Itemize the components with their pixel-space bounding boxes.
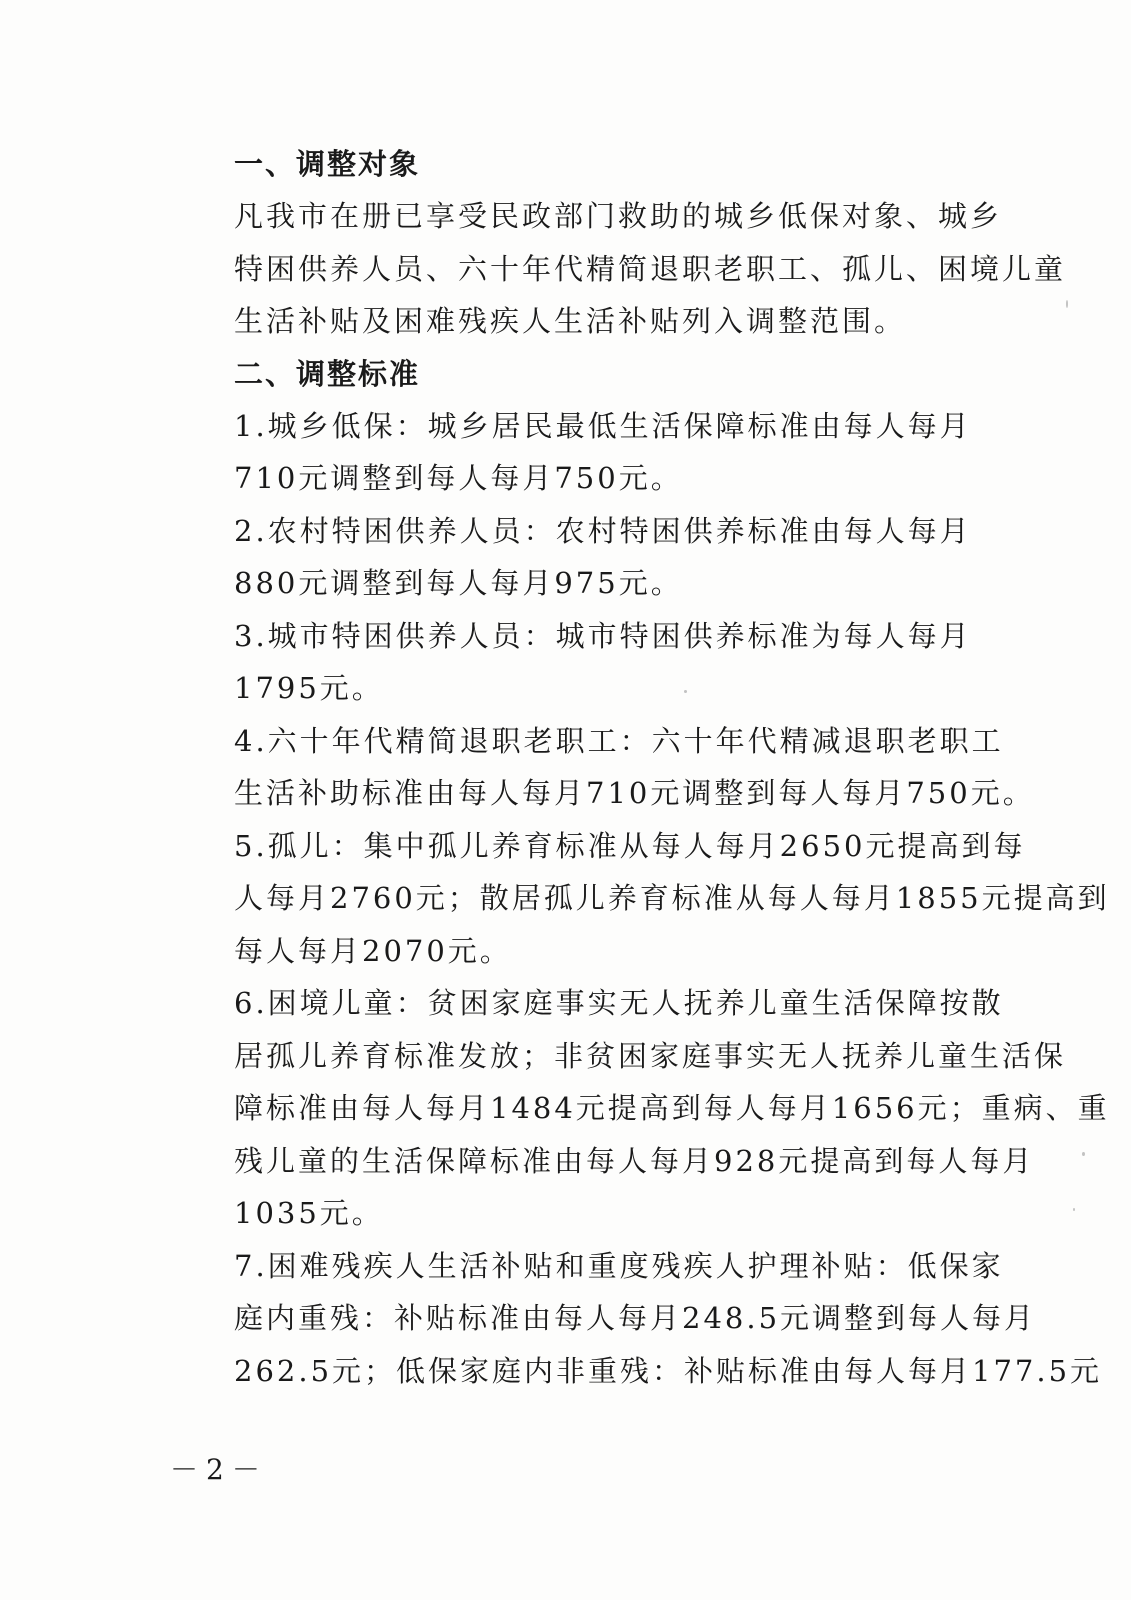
text-line: 庭内重残：补贴标准由每人每月248.5元调整到每人每月	[234, 1301, 1037, 1335]
scan-speck	[1066, 300, 1068, 308]
text-line: 1035元。	[234, 1196, 384, 1230]
paragraph-item-5	[176, 820, 1110, 978]
text-line: 障标准由每人每月1484元提高到每人每月1656元；重病、重	[234, 1091, 1110, 1125]
paragraph-item-1	[176, 400, 972, 505]
page-number: －2－	[170, 1453, 268, 1486]
paragraph-item-7	[176, 1240, 1103, 1398]
text-line: 6.困境儿童：贫困家庭事实无人抚养儿童生活保障按散	[234, 986, 1004, 1020]
paragraph-item-4	[176, 715, 1035, 820]
document-body	[176, 138, 1110, 1397]
text-line: 4.六十年代精简退职老职工：六十年代精减退职老职工	[234, 723, 1004, 758]
text-line: 人每月2760元；散居孤儿养育标准从每人每月1855元提高到	[234, 881, 1110, 915]
text-line: 7.困难残疾人生活补贴和重度残疾人护理补贴：低保家	[234, 1248, 1004, 1283]
paragraph-item-3	[176, 610, 972, 715]
text-line: 5.孤儿：集中孤儿养育标准从每人每月2650元提高到每	[234, 828, 1026, 863]
paragraph-item-6	[176, 977, 1110, 1240]
text-line: 880元调整到每人每月975元。	[234, 566, 683, 600]
section-heading-adjustment-standard: 二、调整标准	[234, 356, 421, 391]
paragraph-item-2	[176, 505, 972, 610]
text-line: 残儿童的生活保障标准由每人每月928元提高到每人每月	[234, 1143, 1035, 1178]
text-line: 710元调整到每人每月750元。	[234, 461, 683, 495]
scan-speck	[1073, 1208, 1075, 1211]
scan-speck	[684, 690, 687, 693]
text-line: 1.城乡低保：城乡居民最低生活保障标准由每人每月	[234, 408, 972, 443]
section-heading-adjustment-target: 一、调整对象	[234, 147, 421, 181]
text-line: 凡我市在册已享受民政部门救助的城乡低保对象、城乡	[234, 199, 1003, 233]
text-line: 生活补贴及困难残疾人生活补贴列入调整范围。	[234, 304, 907, 338]
text-line: 262.5元；低保家庭内非重残：补贴标准由每人每月177.5元	[234, 1353, 1103, 1388]
text-line: 每人每月2070元。	[234, 933, 512, 968]
text-line: 居孤儿养育标准发放；非贫困家庭事实无人抚养儿童生活保	[234, 1038, 1067, 1073]
scan-speck	[1082, 1152, 1085, 1156]
text-line: 2.农村特困供养人员：农村特困供养标准由每人每月	[234, 513, 972, 548]
text-line: 特困供养人员、六十年代精简退职老职工、孤儿、困境儿童	[234, 251, 1067, 286]
text-line: 3.城市特困供养人员：城市特困供养标准为每人每月	[234, 618, 972, 653]
text-line: 1795元。	[234, 671, 384, 705]
text-line: 生活补助标准由每人每月710元调整到每人每月750元。	[234, 776, 1035, 810]
paragraph-adjustment-scope	[176, 190, 1067, 348]
